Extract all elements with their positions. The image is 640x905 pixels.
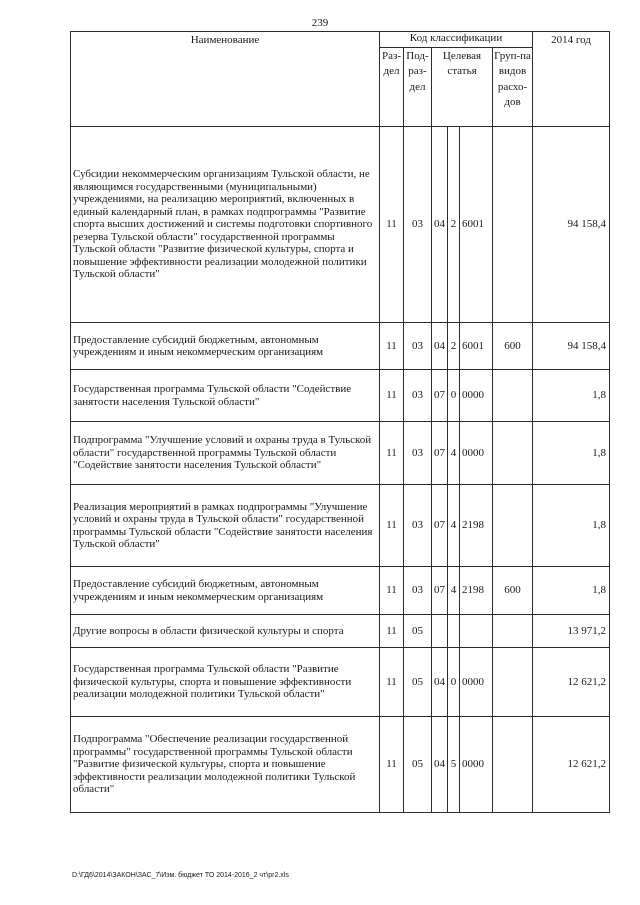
- page-number: 239: [311, 17, 329, 29]
- row-target-part-3: 2198: [460, 567, 493, 615]
- table-row: [71, 127, 610, 323]
- header-classification-code: Код классификации: [380, 32, 533, 48]
- row-section: 11: [380, 422, 404, 485]
- row-target-part-3: 0000: [460, 717, 493, 813]
- row-expense-group: [493, 615, 533, 648]
- row-expense-group: 600: [493, 323, 533, 370]
- header-expense-group: Груп-па видов расхо-дов: [493, 48, 533, 127]
- table-row: [71, 485, 610, 567]
- file-path-footer: D:\ГД6\2014\ЗАКОН\ЗАС_7\Изм. бюджет ТО 2014-2016_2 чт\pr2.xls: [72, 872, 289, 879]
- row-target-part-1: 04: [432, 127, 448, 323]
- row-subsection: 03: [404, 370, 432, 422]
- row-name: Реализация мероприятий в рамках подпрограммы "Улучшение условий и охраны труда в Тульской области" государственной программы Тульской области "Содействие занятости населения Тульской области": [71, 485, 380, 567]
- header-row-top: [71, 32, 610, 48]
- row-amount: 1,8: [533, 370, 610, 422]
- row-name: Государственная программа Тульской области "Развитие физической культуры, спорта и повышение эффективности реализации молодежной политики Тульской области": [71, 648, 380, 717]
- table-row: [71, 323, 610, 370]
- row-name: Подпрограмма "Обеспечение реализации государственной программы" государственной программы Тульской области "Развитие физической культуры, спорта и повышение эффективности реализации молодежной политики Тульской области": [71, 717, 380, 813]
- row-subsection: 03: [404, 567, 432, 615]
- row-expense-group: 600: [493, 567, 533, 615]
- row-target-part-2: 5: [448, 717, 460, 813]
- row-amount: 1,8: [533, 485, 610, 567]
- header-section: Раз-дел: [380, 48, 404, 127]
- row-target-part-3: 2198: [460, 485, 493, 567]
- row-section: 11: [380, 323, 404, 370]
- row-amount: 1,8: [533, 422, 610, 485]
- row-expense-group: [493, 717, 533, 813]
- row-expense-group: [493, 370, 533, 422]
- row-target-part-3: 6001: [460, 127, 493, 323]
- row-expense-group: [493, 648, 533, 717]
- row-target-part-2: 2: [448, 127, 460, 323]
- table-row: [71, 370, 610, 422]
- row-target-part-1: 04: [432, 717, 448, 813]
- row-target-part-2: 4: [448, 567, 460, 615]
- row-target-part-1: 04: [432, 323, 448, 370]
- row-section: 11: [380, 717, 404, 813]
- row-amount: 13 971,2: [533, 615, 610, 648]
- row-expense-group: [493, 485, 533, 567]
- budget-table: [70, 31, 610, 813]
- row-section: 11: [380, 370, 404, 422]
- row-amount: 94 158,4: [533, 127, 610, 323]
- row-target-part-3: 0000: [460, 648, 493, 717]
- row-name: Другие вопросы в области физической культуры и спорта: [71, 615, 380, 648]
- header-year: 2014 год: [533, 32, 610, 127]
- row-target-part-1: 07: [432, 485, 448, 567]
- table-row: [71, 717, 610, 813]
- row-subsection: 03: [404, 323, 432, 370]
- row-target-part-1: 07: [432, 370, 448, 422]
- row-subsection: 03: [404, 485, 432, 567]
- table-row: [71, 615, 610, 648]
- row-subsection: 05: [404, 615, 432, 648]
- row-target-part-3: 6001: [460, 323, 493, 370]
- row-target-part-2: [448, 615, 460, 648]
- row-amount: 12 621,2: [533, 648, 610, 717]
- row-section: 11: [380, 615, 404, 648]
- row-amount: 1,8: [533, 567, 610, 615]
- row-name: Подпрограмма "Улучшение условий и охраны труда в Тульской области" государственной программы Тульской области "Содействие занятости населения Тульской области": [71, 422, 380, 485]
- row-subsection: 05: [404, 717, 432, 813]
- row-section: 11: [380, 485, 404, 567]
- row-target-part-3: 0000: [460, 422, 493, 485]
- row-target-part-3: [460, 615, 493, 648]
- header-subsection: Под-раз-дел: [404, 48, 432, 127]
- row-subsection: 05: [404, 648, 432, 717]
- row-target-part-1: 04: [432, 648, 448, 717]
- row-target-part-2: 0: [448, 648, 460, 717]
- row-section: 11: [380, 648, 404, 717]
- row-amount: 94 158,4: [533, 323, 610, 370]
- row-amount: 12 621,2: [533, 717, 610, 813]
- row-expense-group: [493, 127, 533, 323]
- table-row: [71, 422, 610, 485]
- row-expense-group: [493, 422, 533, 485]
- row-target-part-1: [432, 615, 448, 648]
- table-row: [71, 648, 610, 717]
- row-target-part-1: 07: [432, 567, 448, 615]
- table-row: [71, 567, 610, 615]
- row-section: 11: [380, 567, 404, 615]
- row-target-part-2: 0: [448, 370, 460, 422]
- row-target-part-2: 4: [448, 485, 460, 567]
- row-target-part-2: 4: [448, 422, 460, 485]
- row-name: Государственная программа Тульской области "Содействие занятости населения Тульской области": [71, 370, 380, 422]
- row-target-part-1: 07: [432, 422, 448, 485]
- row-subsection: 03: [404, 422, 432, 485]
- row-target-part-2: 2: [448, 323, 460, 370]
- row-target-part-3: 0000: [460, 370, 493, 422]
- header-name: Наименование: [71, 32, 380, 127]
- row-name: Предоставление субсидий бюджетным, автономным учреждениям и иным некоммерческим организациям: [71, 323, 380, 370]
- row-section: 11: [380, 127, 404, 323]
- row-name: Субсидии некоммерческим организациям Тульской области, не являющимся государственными (муниципальными) учреждениями, на реализацию мероприятий, включенных в единый календарный план, в рамках подпрограммы "Развитие спорта высших достижений и системы подготовки спортивного резерва Тульской области" государственной программы Тульской области "Развитие физической культуры, спорта и повышение эффективности реализации молодежной политики Тульской области": [71, 127, 380, 323]
- header-target-article: Целевая статья: [432, 48, 493, 127]
- row-name: Предоставление субсидий бюджетным, автономным учреждениям и иным некоммерческим организациям: [71, 567, 380, 615]
- row-subsection: 03: [404, 127, 432, 323]
